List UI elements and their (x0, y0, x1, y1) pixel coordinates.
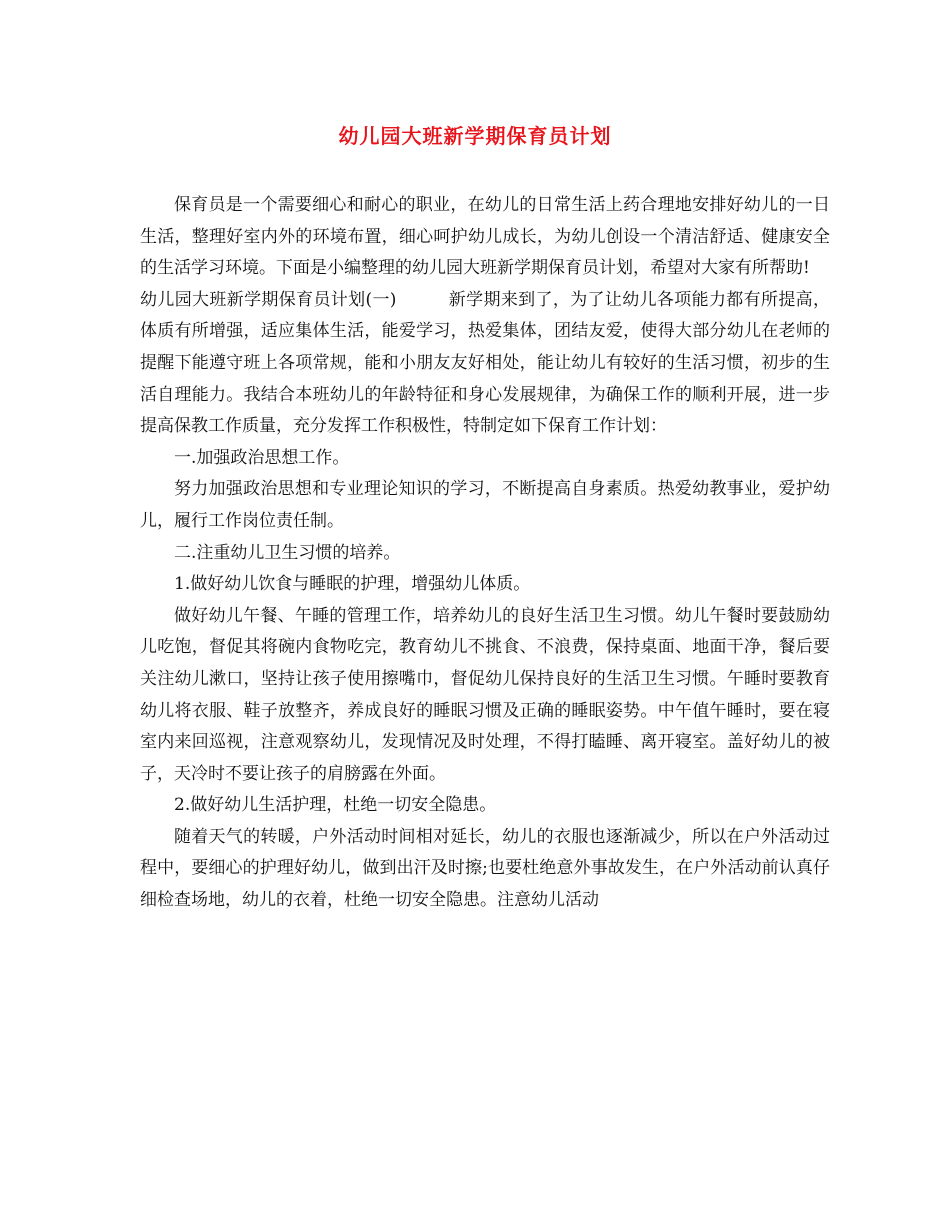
item-two-body: 随着天气的转暖，户外活动时间相对延长，幼儿的衣服也逐渐减少，所以在户外活动过程中，要细心的护理好幼儿，做到出汗及时擦;也要杜绝意外事故发生，在户外活动前认真仔细检查场地，幼儿的衣着，杜绝一切安全隐患。注意幼儿活动 (140, 826, 830, 911)
plan-one-heading: 幼儿园大班新学期保育员计划(一) (140, 289, 397, 310)
document-title: 幼儿园大班新学期保育员计划 (338, 124, 612, 148)
item-one-heading: 1.做好幼儿饮食与睡眠的护理，增强幼儿体质。 (174, 574, 531, 595)
plan-one-paragraph (140, 285, 830, 443)
section-two-heading: 二.注重幼儿卫生习惯的培养。 (174, 542, 401, 563)
section-one-heading: 一.加强政治思想工作。 (174, 447, 350, 468)
intro-paragraph: 保育员是一个需要细心和耐心的职业，在幼儿的日常生活上药合理地安排好幼儿的一日生活，整理好室内外的环境布置，细心呵护幼儿成长，为幼儿创设一个清洁舒适、健康安全的生活学习环境。下面是小编整理的幼儿园大班新学期保育员计划，希望对大家有所帮助! (140, 195, 830, 279)
plan-one-body: 新学期来到了，为了让幼儿各项能力都有所提高，体质有所增强，适应集体生活，能爱学习，热爱集体，团结友爱，使得大部分幼儿在老师的提醒下能遵守班上各项常规，能和小朋友友好相处，能让幼儿有较好的生活习惯，初步的生活自理能力。我结合本班幼儿的年龄特征和身心发展规律，为确保工作的顺利开展，进一步提高保教工作质量，充分发挥工作积极性，特制定如下保育工作计划： (140, 289, 831, 437)
section-one-body: 努力加强政治思想和专业理论知识的学习，不断提高自身素质。热爱幼教事业，爱护幼儿，履行工作岗位责任制。 (140, 479, 830, 531)
item-two-heading: 2.做好幼儿生活护理，杜绝一切安全隐患。 (174, 795, 497, 816)
document-body (140, 190, 830, 917)
item-one-body: 做好幼儿午餐、午睡的管理工作，培养幼儿的良好生活卫生习惯。幼儿午餐时要鼓励幼儿吃饱，督促其将碗内食物吃完，教育幼儿不挑食、不浪费，保持桌面、地面干净，餐后要关注幼儿漱口，坚持让孩子使用擦嘴巾，督促幼儿保持良好的生活卫生习惯。午睡时要教育幼儿将衣服、鞋子放整齐，养成良好的睡眠习惯及正确的睡眠姿势。中午值午睡时，要在寝室内来回巡视，注意观察幼儿，发现情况及时处理，不得打瞌睡、离开寝室。盖好幼儿的被子，天冷时不要让孩子的肩膀露在外面。 (140, 605, 830, 784)
